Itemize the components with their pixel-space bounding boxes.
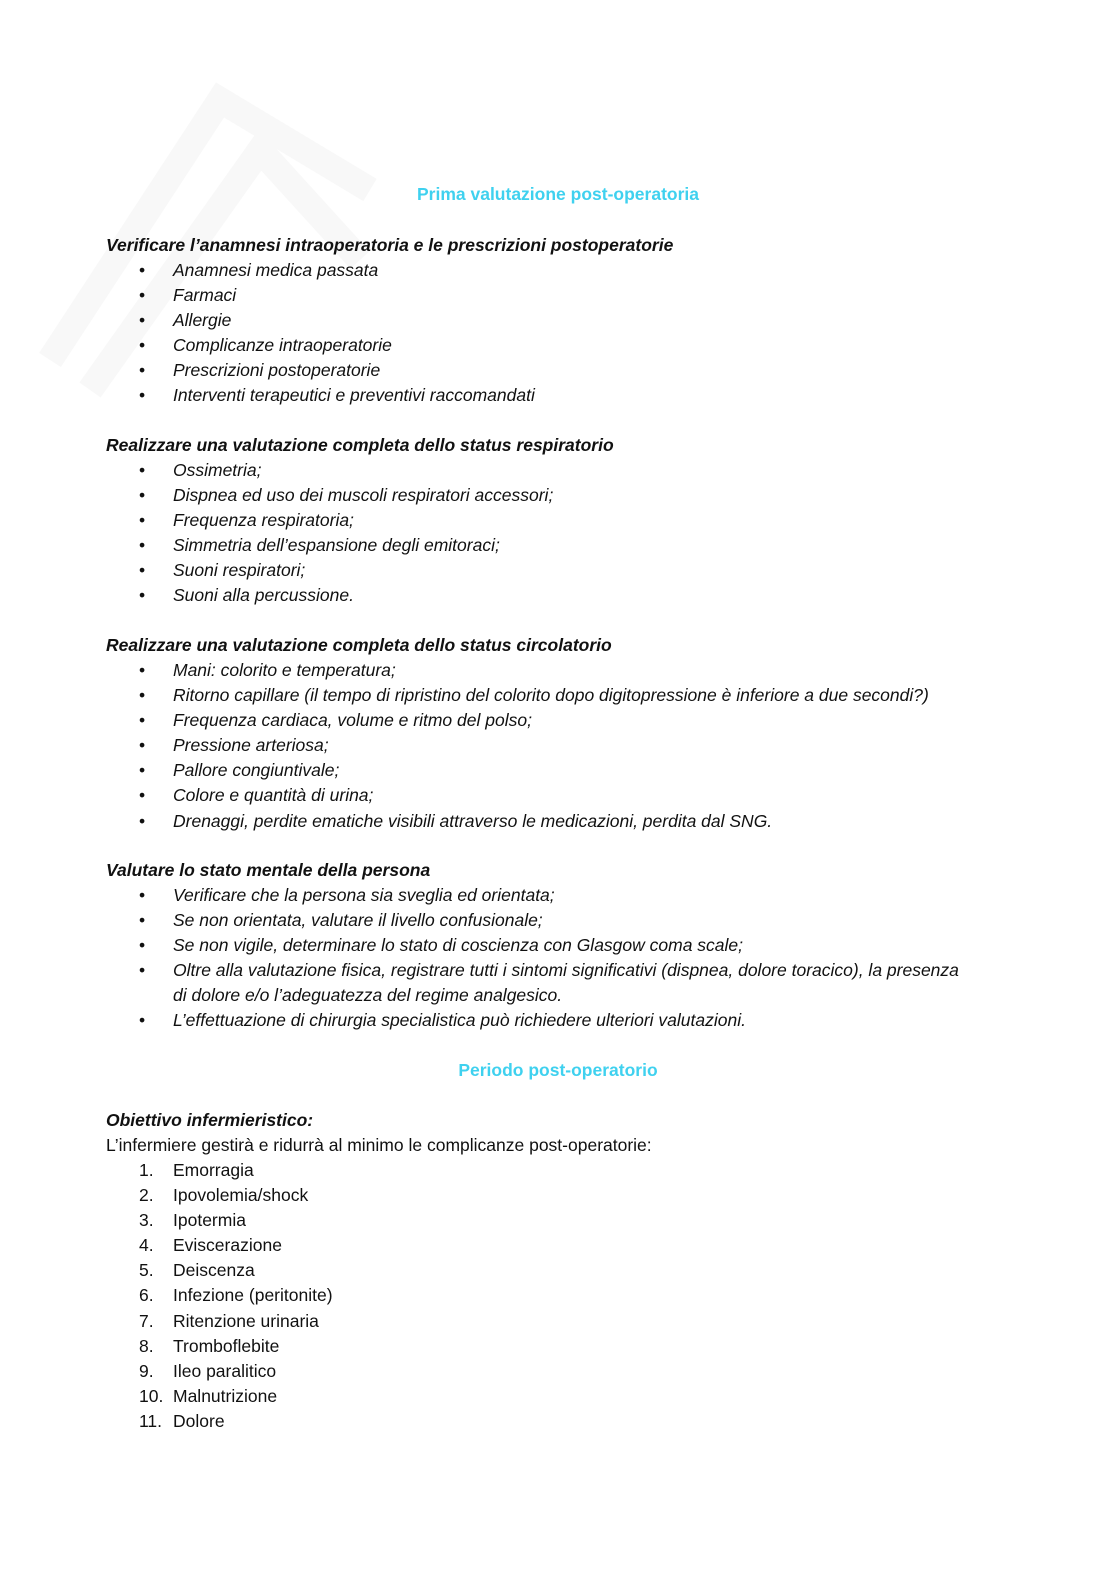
- bullet: •: [139, 660, 146, 680]
- list-item: 10. Malnutrizione: [0, 1384, 1003, 1409]
- objective-intro: L’infermiere gestirà e ridurrà al minimo le complicanze post-operatorie:: [106, 1135, 652, 1155]
- list-stato-mentale: [0, 883, 1003, 1034]
- bullet: •: [139, 360, 146, 381]
- list-item: 2. Ipovolemia/shock: [0, 1183, 1003, 1208]
- bullet: •: [139, 785, 146, 806]
- bullet: •: [139, 285, 146, 306]
- item-number: 7.: [139, 1310, 154, 1331]
- bullet: •: [139, 960, 146, 981]
- list-item: • Se non vigile, determinare lo stato di coscienza con Glasgow coma scale;: [0, 933, 1003, 958]
- list-item: • Colore e quantità di urina;: [0, 783, 1003, 808]
- bullet: •: [139, 935, 146, 956]
- heading-obiettivo: Obiettivo infermieristico:: [106, 1110, 314, 1130]
- list-item: • Verificare che la persona sia sveglia ed orientata;: [0, 883, 1003, 908]
- heading-circolatorio: Realizzare una valutazione completa dello status circolatorio: [106, 635, 612, 655]
- bullet: •: [139, 560, 146, 581]
- bullet: •: [139, 310, 146, 331]
- list-item: • Pressione arteriosa;: [0, 733, 1003, 758]
- bullet: •: [139, 485, 146, 506]
- list-item: 9. Ileo paralitico: [0, 1359, 1003, 1384]
- list-item: • Farmaci: [0, 283, 1003, 308]
- item-number: 1.: [139, 1160, 154, 1180]
- list-item: 5. Deiscenza: [0, 1258, 1003, 1283]
- bullet: •: [139, 385, 146, 406]
- list-item: • Drenaggi, perdite ematiche visibili attraverso le medicazioni, perdita dal SNG.: [0, 809, 1003, 834]
- bullet: •: [139, 810, 146, 831]
- list-item: • L’effettuazione di chirurgia specialistica può richiedere ulteriori valutazioni.: [0, 1008, 1003, 1033]
- list-item: • Ritorno capillare (il tempo di ripristino del colorito dopo digitopressione è inferiore a due secondi?): [0, 683, 1003, 708]
- list-item: 3. Ipotermia: [0, 1208, 1003, 1233]
- bullet: •: [139, 260, 146, 280]
- list-item: • Allergie: [0, 308, 1003, 333]
- bullet: •: [139, 460, 146, 480]
- list-item: • Dispnea ed uso dei muscoli respiratori accessori;: [0, 483, 1003, 508]
- bullet: •: [139, 885, 146, 905]
- bullet: •: [139, 510, 146, 531]
- item-number: 6.: [139, 1285, 154, 1306]
- item-number: 11.: [139, 1410, 163, 1431]
- list-respiratorio: [0, 458, 1003, 609]
- item-number: 4.: [139, 1235, 154, 1256]
- heading-respiratorio: Realizzare una valutazione completa dello status respiratorio: [106, 435, 614, 455]
- bullet: •: [139, 710, 146, 731]
- item-number: 10.: [139, 1385, 164, 1406]
- item-number: 2.: [139, 1185, 154, 1206]
- list-item: • Anamnesi medica passata: [0, 258, 1003, 283]
- list-complicanze: [0, 1158, 1003, 1434]
- heading-stato-mentale: Valutare lo stato mentale della persona: [106, 860, 431, 880]
- list-item: • Simmetria dell’espansione degli emitoraci;: [0, 533, 1003, 558]
- list-item: 6. Infezione (peritonite): [0, 1283, 1003, 1308]
- bullet: •: [139, 685, 146, 706]
- bullet: •: [139, 760, 146, 781]
- list-item: 4. Eviscerazione: [0, 1233, 1003, 1258]
- section-title-prima-valutazione: Prima valutazione post-operatoria: [416, 184, 699, 204]
- list-anamnesi: [0, 258, 1003, 409]
- list-item: • Mani: colorito e temperatura;: [0, 658, 1003, 683]
- bullet: •: [139, 585, 146, 606]
- list-item: • Se non orientata, valutare il livello confusionale;: [0, 908, 1003, 933]
- item-number: 3.: [139, 1210, 154, 1231]
- list-item: • Suoni alla percussione.: [0, 583, 1003, 608]
- item-number: 9.: [139, 1360, 154, 1381]
- item-number: 8.: [139, 1335, 154, 1356]
- bullet: •: [139, 535, 146, 556]
- list-item: • Complicanze intraoperatorie: [0, 333, 1003, 358]
- list-item: • Pallore congiuntivale;: [0, 758, 1003, 783]
- list-item: • Frequenza respiratoria;: [0, 508, 1003, 533]
- list-item: • Interventi terapeutici e preventivi raccomandati: [0, 383, 1003, 408]
- bullet: •: [139, 910, 146, 931]
- heading-anamnesi: Verificare l’anamnesi intraoperatoria e le prescrizioni postoperatorie: [106, 235, 674, 255]
- list-item: 1. Emorragia: [0, 1158, 1003, 1183]
- list-item: • Frequenza cardiaca, volume e ritmo del polso;: [0, 708, 1003, 733]
- list-item: • Oltre alla valutazione fisica, registrare tutti i sintomi significativi (dispnea, dolore toracico), la presenza di dolore e/o l’adeguatezza del regime analgesico.: [139, 960, 959, 1006]
- list-circolatorio: [0, 658, 1003, 834]
- list-item: • Ossimetria;: [0, 458, 1003, 483]
- bullet: •: [139, 335, 146, 356]
- list-item: 8. Tromboflebite: [0, 1334, 1003, 1359]
- list-item: • Suoni respiratori;: [0, 558, 1003, 583]
- list-item: 11. Dolore: [0, 1409, 1003, 1434]
- section-title-periodo: Periodo post-operatorio: [458, 1060, 658, 1080]
- list-item: • Prescrizioni postoperatorie: [0, 358, 1003, 383]
- list-item: 7. Ritenzione urinaria: [0, 1309, 1003, 1334]
- bullet: •: [139, 1010, 146, 1031]
- bullet: •: [139, 735, 146, 756]
- item-number: 5.: [139, 1260, 154, 1281]
